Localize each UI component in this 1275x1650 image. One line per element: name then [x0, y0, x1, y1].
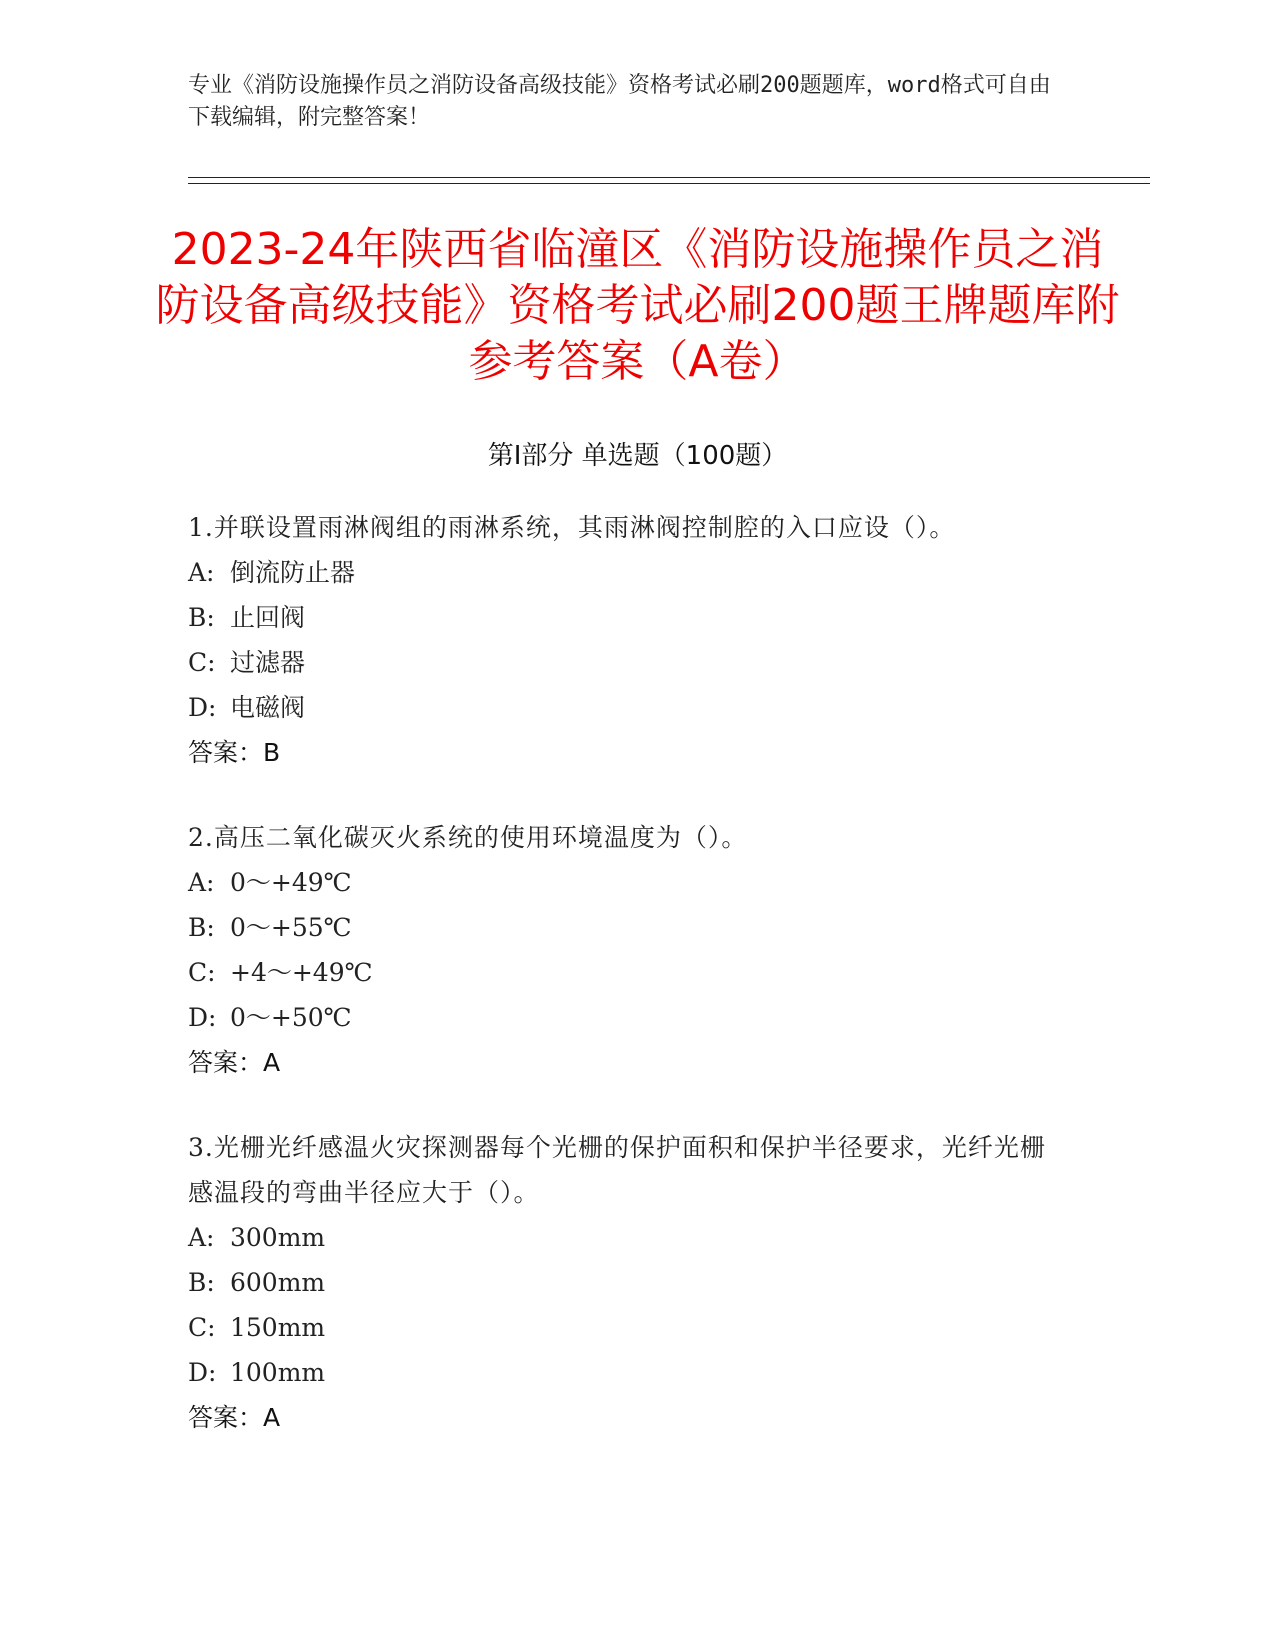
option-label: D:: [188, 693, 217, 722]
option-b: [188, 905, 1068, 950]
option-c: [188, 950, 1068, 995]
option-text: 0～+49℃: [230, 868, 352, 897]
option-label: D:: [188, 1003, 217, 1032]
option-a: [188, 550, 1068, 595]
option-label: B:: [188, 913, 215, 942]
option-label: D:: [188, 1358, 217, 1387]
option-a: [188, 860, 1068, 905]
option-text: 300mm: [230, 1223, 326, 1252]
option-label: A:: [188, 868, 215, 897]
divider-line-bottom: [188, 183, 1150, 184]
option-label: B:: [188, 603, 215, 632]
option-a: [188, 1215, 1068, 1260]
option-text: 0～+55℃: [230, 913, 352, 942]
option-label: A:: [188, 558, 215, 587]
option-label: C:: [188, 1313, 216, 1342]
answer-value: A: [263, 1048, 281, 1077]
question-text: 1.并联设置雨淋阀组的雨淋系统，其雨淋阀控制腔的入口应设（）。: [188, 513, 956, 542]
answer-value: A: [263, 1403, 281, 1432]
option-c: [188, 1305, 1068, 1350]
answer-prefix: 答案：: [188, 1403, 264, 1432]
option-b: [188, 1260, 1068, 1305]
option-label: A:: [188, 1223, 215, 1252]
option-label: B:: [188, 1268, 215, 1297]
option-text: 0～+50℃: [230, 1003, 352, 1032]
answer-line: [188, 1395, 1068, 1440]
section-title: 第I部分 单选题（100题）: [487, 441, 788, 471]
option-text: 600mm: [230, 1268, 326, 1297]
answer-line: [188, 1040, 1068, 1085]
divider-line-top: [188, 177, 1150, 178]
answer-value: B: [263, 738, 281, 767]
option-b: [188, 595, 1068, 640]
document-title: 2023-24年陕西省临潼区《消防设施操作员之消防设备高级技能》资格考试必刷200题王牌题库附参考答案（A卷）: [155, 224, 1120, 387]
option-label: C:: [188, 648, 216, 677]
question-3: [188, 1125, 1068, 1440]
question-text: 2.高压二氧化碳灭火系统的使用环境温度为（）。: [188, 823, 748, 852]
answer-prefix: 答案：: [188, 1048, 264, 1077]
answer-line: [188, 730, 1068, 775]
question-2: [188, 815, 1068, 1085]
option-text: 过滤器: [230, 648, 306, 677]
option-label: C:: [188, 958, 216, 987]
option-text: 止回阀: [230, 603, 306, 632]
option-text: +4～+49℃: [230, 958, 373, 987]
option-d: [188, 995, 1068, 1040]
option-text: 100mm: [230, 1358, 326, 1387]
option-text: 150mm: [230, 1313, 326, 1342]
question-1: [188, 505, 1068, 775]
option-text: 电磁阀: [230, 693, 306, 722]
option-c: [188, 640, 1068, 685]
answer-prefix: 答案：: [188, 738, 264, 767]
option-d: [188, 1350, 1068, 1395]
option-text: 倒流防止器: [230, 558, 356, 587]
option-d: [188, 685, 1068, 730]
header-note: 专业《消防设施操作员之消防设备高级技能》资格考试必刷200题题库，word格式可自由下载编辑，附完整答案！: [188, 73, 1051, 130]
question-text: 3.光栅光纤感温火灾探测器每个光栅的保护面积和保护半径要求，光纤光栅感温段的弯曲半径应大于（）。: [188, 1133, 1046, 1207]
